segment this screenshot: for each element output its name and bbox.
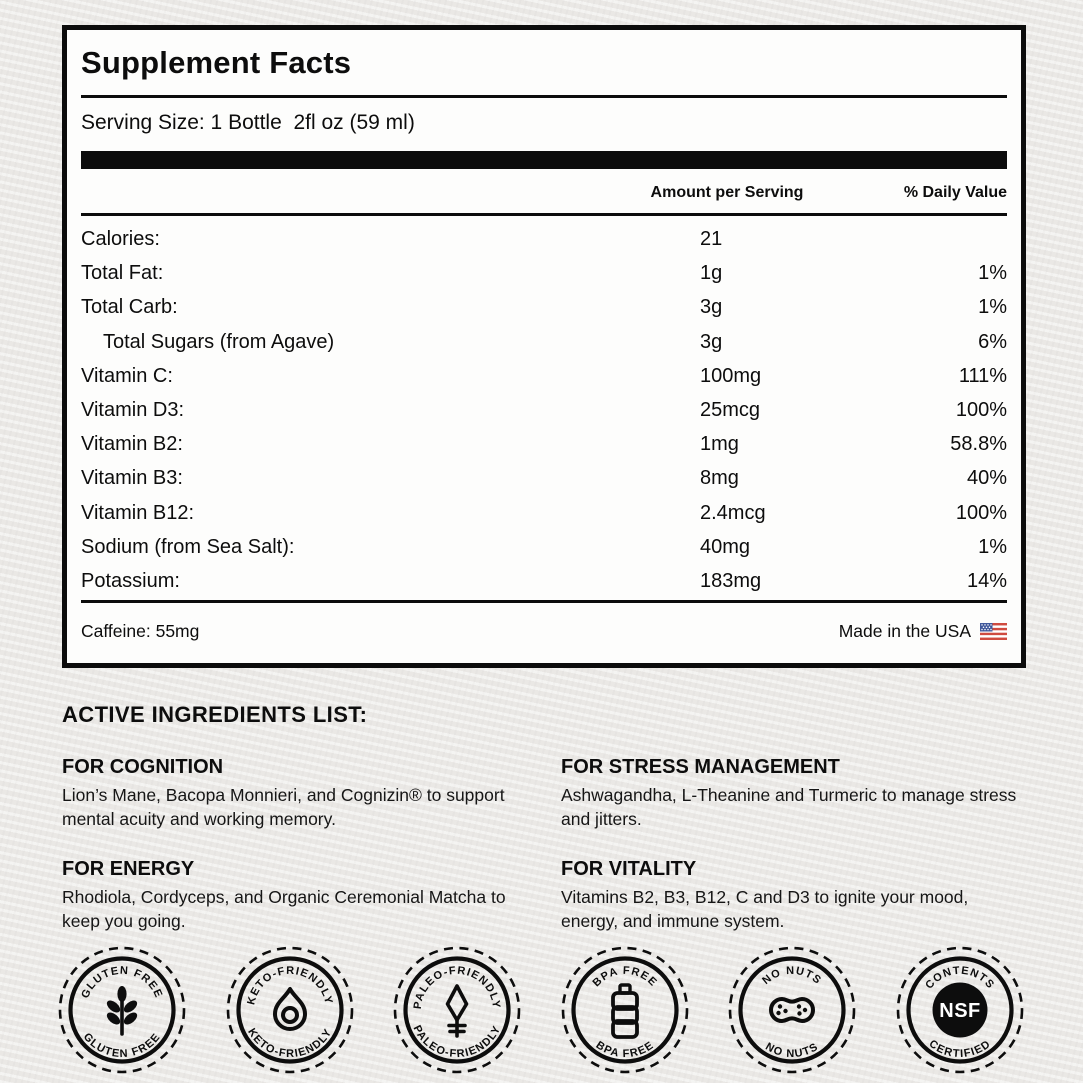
section-title: FOR ENERGY (62, 858, 195, 881)
section-title: FOR VITALITY (561, 858, 697, 881)
row-name: Potassium: (81, 570, 180, 593)
ingredient-section-stress (561, 755, 1026, 831)
row-name: Calories: (81, 228, 160, 250)
avocado-icon (275, 989, 305, 1029)
table-header-row (81, 183, 1007, 213)
row-daily-value: 6% (978, 330, 1007, 353)
table-row (81, 461, 1007, 495)
row-amount: 8mg (700, 467, 739, 490)
row-daily-value: 1% (978, 296, 1007, 319)
row-daily-value: 1% (978, 262, 1007, 285)
badge-top-text: CONTENTS (923, 964, 997, 992)
ingredient-section-cognition (62, 755, 527, 831)
divider (81, 95, 1007, 98)
row-amount: 3g (700, 296, 723, 319)
svg-text:KETO-FRIENDLY (245, 1026, 334, 1060)
active-ingredients-section (62, 701, 1026, 934)
row-amount: 40mg (700, 535, 751, 558)
row-name: Vitamin B3: (81, 467, 183, 490)
table-row (81, 564, 1007, 598)
row-daily-value: 100% (955, 501, 1007, 524)
row-name: Total Sugars (from Agave) (103, 330, 335, 353)
row-daily-value: 58.8% (950, 433, 1007, 456)
row-amount: 183mg (700, 570, 762, 593)
row-daily-value: 14% (966, 570, 1007, 593)
section-title: FOR STRESS MANAGEMENT (561, 756, 840, 778)
badge-paleo-friendly (391, 944, 523, 1076)
nutrient-table (81, 222, 1007, 598)
nsf-logo-text: NSF (939, 1000, 981, 1022)
badge-top-text: GLUTEN FREE (79, 964, 165, 1001)
wheat-icon (105, 986, 140, 1034)
row-amount: 100mg (700, 364, 762, 387)
badge-bottom-text: PALEO-FRIENDLY (410, 1023, 504, 1061)
section-title: FOR COGNITION (62, 756, 224, 778)
row-amount: 21 (700, 228, 723, 250)
supplement-facts-panel (62, 25, 1026, 668)
table-row (81, 393, 1007, 427)
section-body: Ashwagandha, L-Theanine and Turmeric to manage stress and jitters. (561, 785, 1017, 830)
svg-text:NO NUTS (761, 965, 825, 987)
table-row (81, 325, 1007, 359)
table-row (81, 256, 1007, 290)
serving-size-label: Serving Size: 1 Bottle 2fl oz (59 ml) (81, 111, 415, 134)
row-name: Vitamin B2: (81, 433, 183, 456)
table-row (81, 290, 1007, 324)
table-row (81, 222, 1007, 256)
badge-bottom-text: NO NUTS (763, 1040, 822, 1061)
row-name: Vitamin B12: (81, 501, 195, 524)
made-in-usa (839, 621, 1007, 642)
row-daily-value: 100% (955, 399, 1007, 422)
divider (81, 213, 1007, 216)
ingredient-section-vitality (561, 857, 1026, 933)
amount-column-header: Amount per Serving (650, 184, 804, 201)
section-body: Vitamins B2, B3, B12, C and D3 to ignite your mood, energy, and immune system. (561, 887, 969, 932)
row-amount: 1mg (700, 433, 739, 456)
badge-keto-friendly (224, 944, 356, 1076)
nsf-icon (932, 983, 987, 1038)
section-body: Rhodiola, Cordyceps, and Organic Ceremonial Matcha to keep you going. (62, 887, 506, 932)
us-flag-icon (980, 623, 1007, 640)
table-row (81, 359, 1007, 393)
badge-bottom-text: BPA FREE (593, 1039, 657, 1061)
badge-nsf-certified (894, 944, 1026, 1076)
thick-separator-bar (81, 151, 1007, 169)
spear-icon (448, 986, 467, 1036)
bottle-icon (613, 985, 637, 1037)
row-name: Vitamin C: (81, 364, 173, 387)
row-daily-value (890, 222, 1007, 256)
row-daily-value: 40% (966, 467, 1007, 490)
badge-bottom-text: CERTIFIED (926, 1037, 994, 1061)
badge-bottom-text: GLUTEN FREE (80, 1030, 164, 1061)
badge-bottom-text: KETO-FRIENDLY (244, 1026, 335, 1061)
row-name: Total Fat: (81, 262, 164, 285)
header-spacer (81, 183, 567, 203)
badge-top-text: BPA FREE (590, 964, 660, 990)
badge-row (56, 944, 1026, 1076)
badge-no-nuts (726, 944, 858, 1076)
caffeine-label: Caffeine: 55mg (81, 621, 200, 642)
panel-title: Supplement Facts (81, 45, 352, 80)
row-daily-value: 1% (978, 535, 1007, 558)
row-name: Total Carb: (81, 296, 178, 319)
row-name: Sodium (from Sea Salt): (81, 535, 295, 558)
table-row (81, 530, 1007, 564)
row-amount: 2.4mcg (700, 501, 766, 524)
section-body: Lion’s Mane, Bacopa Monnieri, and Cognizin® to support mental acuity and working memory. (62, 785, 505, 830)
badge-bpa-free (559, 944, 691, 1076)
row-daily-value: 111% (958, 364, 1007, 387)
made-in-usa-label: Made in the USA (838, 621, 971, 642)
peanut-icon (771, 999, 813, 1021)
ingredient-columns (62, 755, 1026, 934)
badge-top-text: KETO-FRIENDLY (244, 964, 335, 1007)
active-ingredients-heading: ACTIVE INGREDIENTS LIST: (62, 702, 368, 727)
daily-value-column-header: % Daily Value (903, 184, 1007, 201)
row-name: Vitamin D3: (81, 399, 185, 422)
table-row (81, 496, 1007, 530)
badge-top-text: NO NUTS (760, 964, 825, 988)
row-amount: 1g (700, 262, 723, 285)
badge-gluten-free (56, 944, 188, 1076)
ingredient-section-energy (62, 857, 527, 933)
row-amount: 3g (700, 330, 723, 353)
table-row (81, 427, 1007, 461)
panel-footer (81, 603, 1007, 660)
badge-top-text: PALEO-FRIENDLY (412, 964, 503, 1010)
row-amount: 25mcg (700, 399, 761, 422)
